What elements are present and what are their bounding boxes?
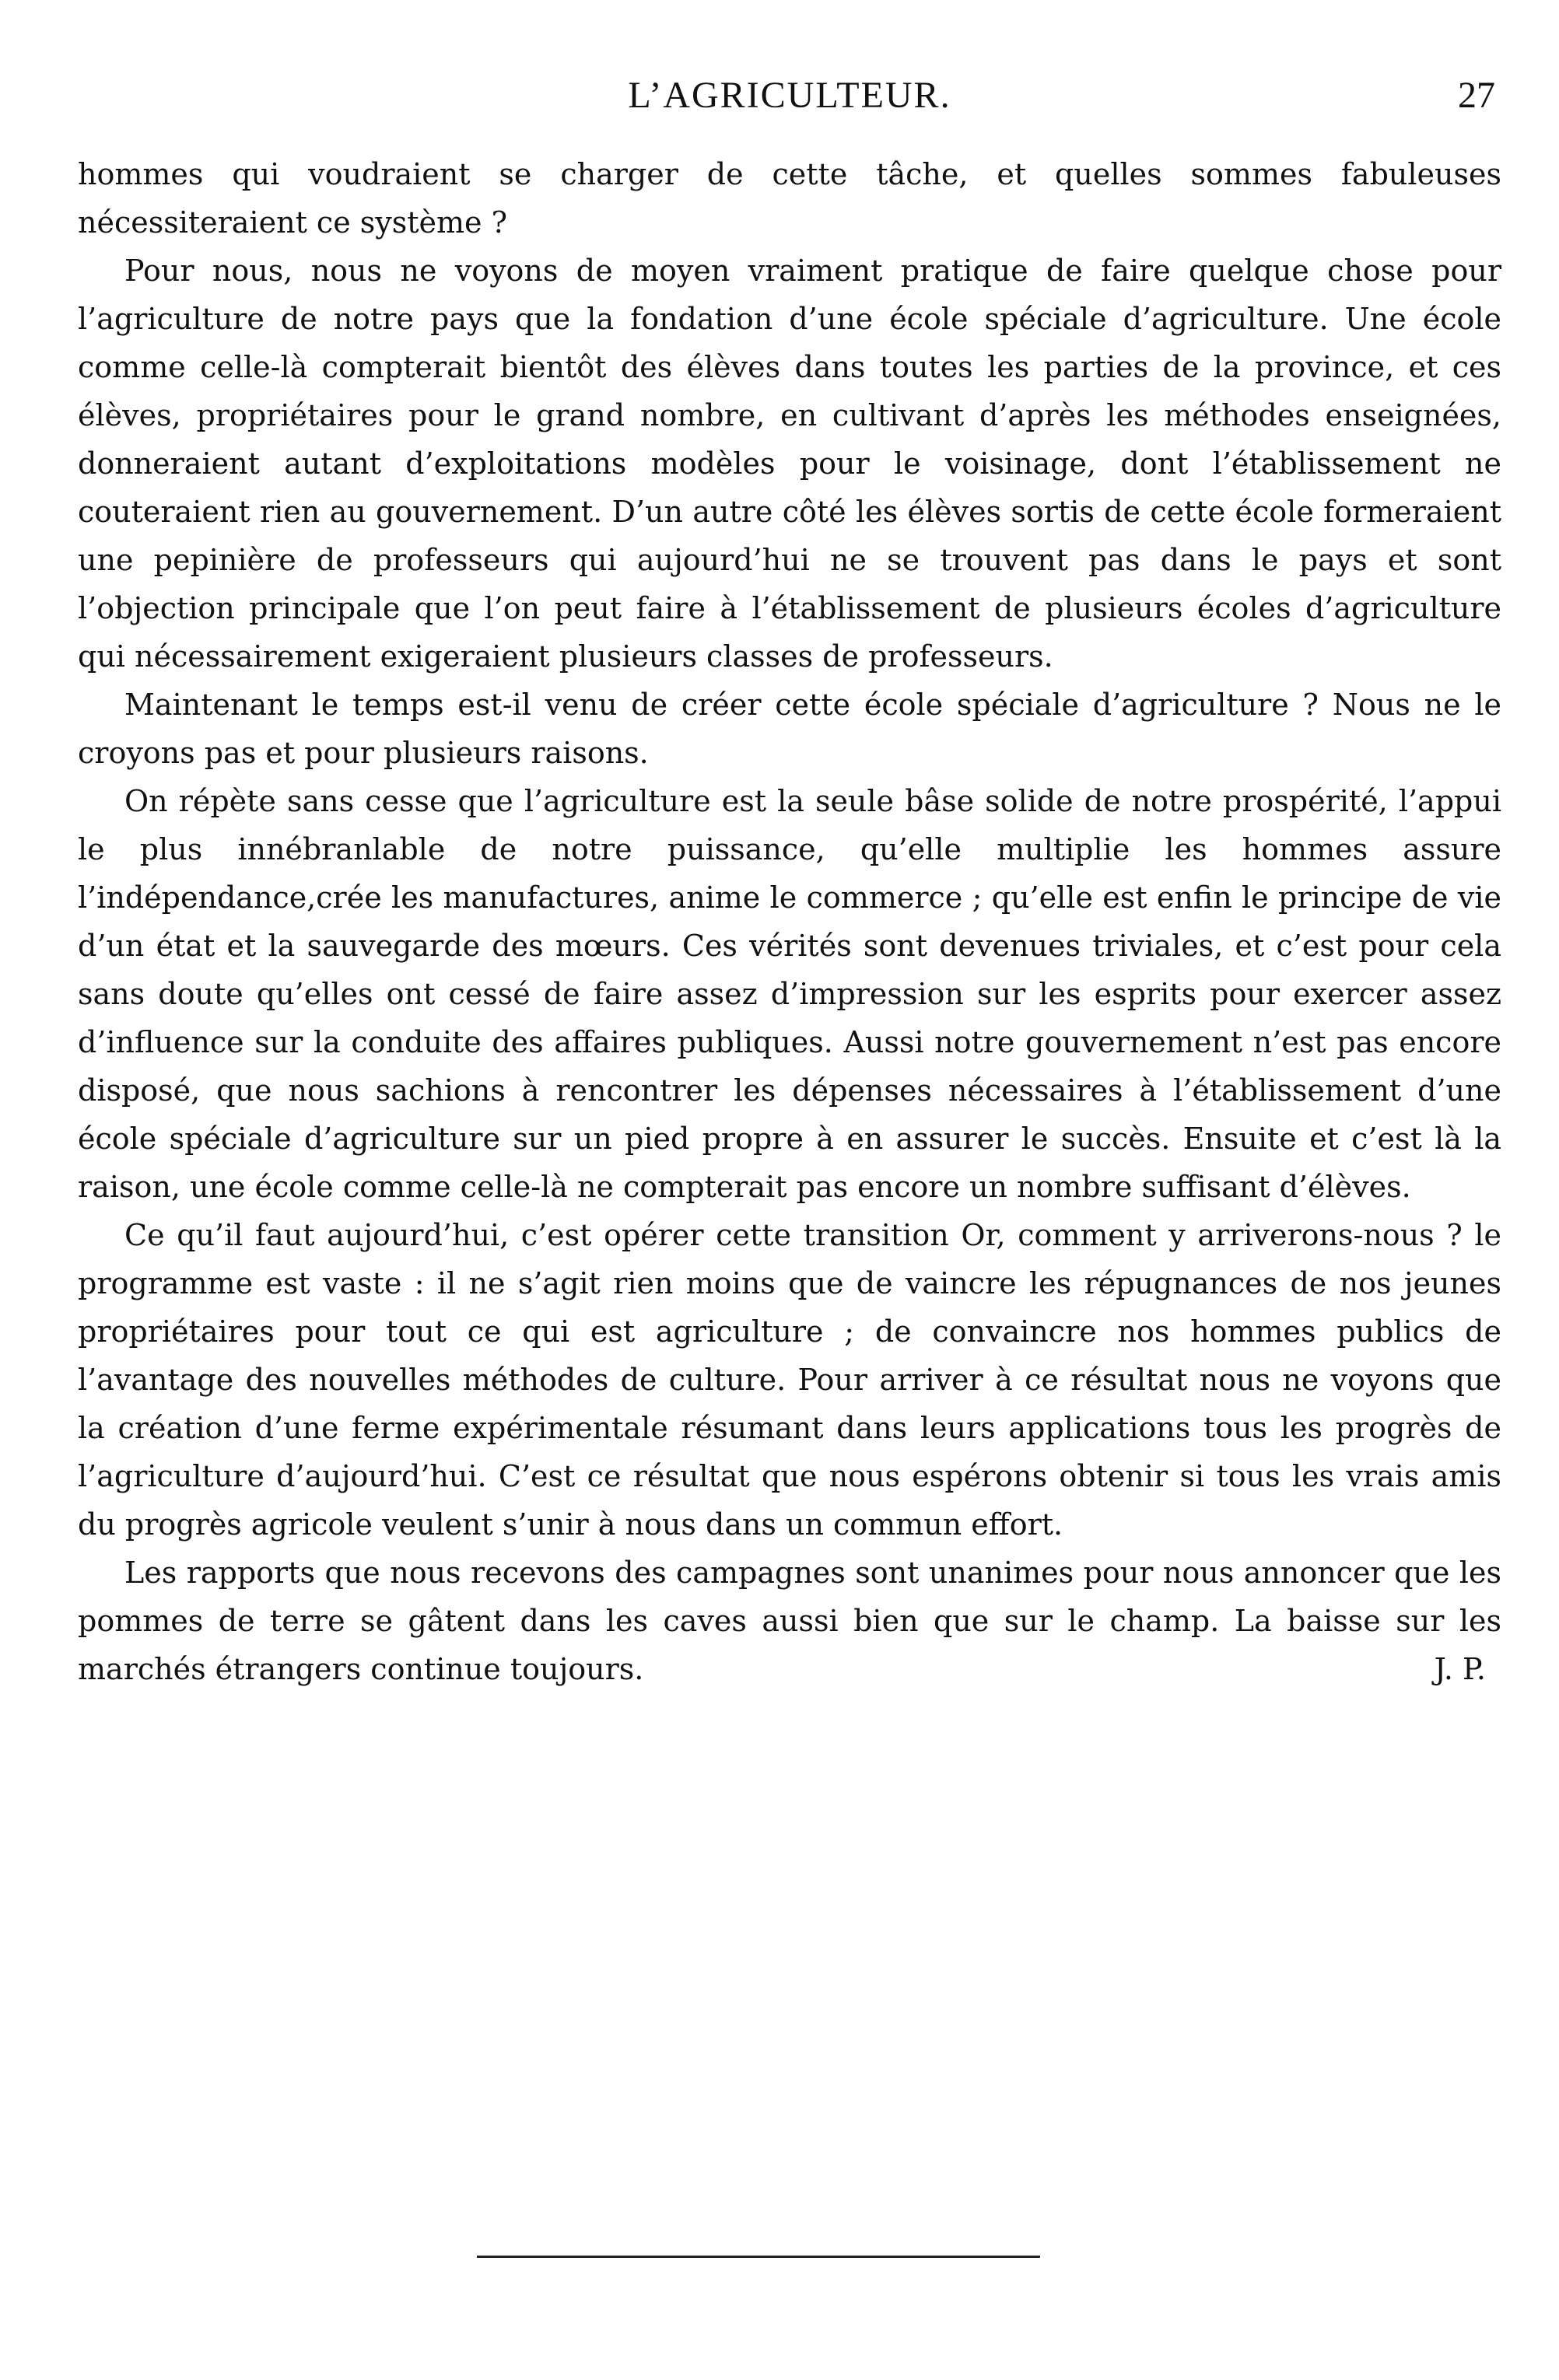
page-number: 27 [1458,75,1495,116]
signature-line [78,1652,1501,1741]
paragraph: Maintenant le temps est-il venu de créer cette école spéciale d’agriculture ? Nous ne le croyons pas et pour plusieurs raisons. [78,688,1501,770]
paragraph: Les rapports que nous recevons des campagnes sont unanimes pour nous annoncer que les pommes de terre se gâtent dans les caves aussi bien que sur le champ. La baisse sur les marchés étrangers continue toujours. [78,1556,1501,1686]
paragraph: Ce qu’il faut aujourd’hui, c’est opérer cette transition Or, comment y arriverons-nous ? le programme est vaste : il ne s’agit rien moins que de vaincre les répugnances de nos jeunes propriétaires pour tout ce qui est agriculture ; de convaincre nos hommes publics de l’avantage des nouvelles méthodes de culture. Pour arriver à ce résultat nous ne voyons que la création d’une ferme expérimentale résumant dans leurs applications tous les progrès de l’agriculture d’aujourd’hui. C’est ce résultat que nous espérons obtenir si tous les vrais amis du progrès agricole veulent s’unir à nous dans un commun effort. [78,1218,1501,1542]
end-rule [477,2256,1040,2258]
paragraph: hommes qui voudraient se charger de cette tâche, et quelles sommes fabuleuses nécessiteraient ce système ? [78,157,1501,240]
page-header [78,68,1501,123]
paragraph: On répète sans cesse que l’agriculture est la seule bâse solide de notre prospérité, l’appui le plus innébranlable de notre puissance, qu’elle multiplie les hommes assure l’indépendance,crée les manufactures, anime le commerce ; qu’elle est enfin le principe de vie d’un état et la sauvegarde des mœurs. Ces vérités sont devenues triviales, et c’est pour cela sans doute qu’elles ont cessé de faire assez d’impression sur les esprits pour exercer assez d’influence sur la conduite des affaires publiques. Aussi notre gouvernement n’est pas encore disposé, que nous sachions à rencontrer les dépenses nécessaires à l’établissement d’une école spéciale d’agriculture sur un pied propre à en assurer le succès. Ensuite et c’est là la raison, une école comme celle-là ne compterait pas encore un nombre suffisant d’élèves. [78,784,1501,1204]
body-text [78,150,1501,1741]
paragraph: Pour nous, nous ne voyons de moyen vraiment pratique de faire quelque chose pour l’agriculture de notre pays que la fondation d’une école spéciale d’agriculture. Une école comme celle-là compterait bientôt des élèves dans toutes les parties de la province, et ces élèves, propriétaires pour le grand nombre, en cultivant d’après les méthodes enseignées, donneraient autant d’exploitations modèles pour le voisinage, dont l’établissement ne couteraient rien au gouvernement. D’un autre côté les élèves sortis de cette école formeraient une pepinière de professeurs qui aujourd’hui ne se trouvent pas dans le pays et sont l’objection principale que l’on peut faire à l’établissement de plusieurs écoles d’agriculture qui nécessairement exigeraient plusieurs classes de professeurs. [78,254,1501,674]
running-head: L’AGRICULTEUR. [628,75,951,116]
signature: J. P. [1434,1652,1486,1686]
